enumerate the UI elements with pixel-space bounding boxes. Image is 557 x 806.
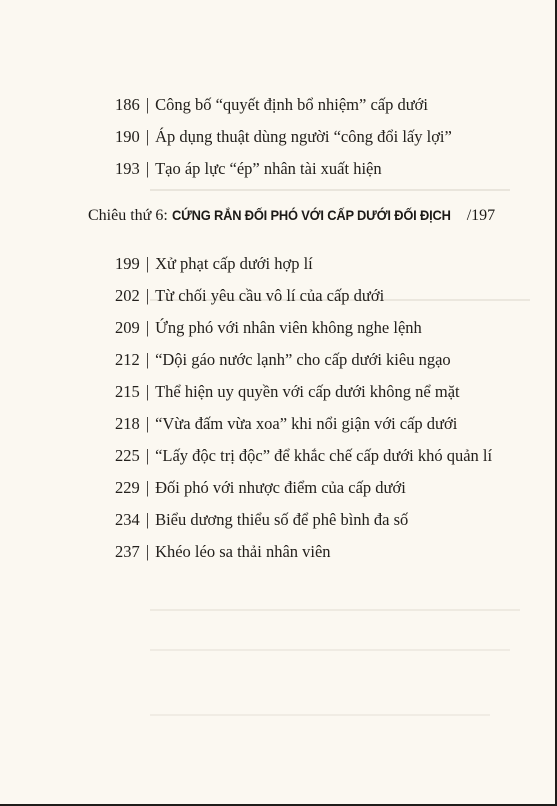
toc-separator: | — [145, 510, 150, 529]
toc-entry — [115, 127, 452, 147]
toc-page-number: 212 — [115, 350, 140, 369]
toc-entry — [115, 414, 457, 434]
toc-title: “Vừa đấm vừa xoa” khi nổi giận với cấp dưới — [155, 414, 458, 433]
toc-entry — [115, 350, 451, 370]
chapter-page-number: /197 — [466, 207, 496, 224]
toc-entry — [115, 510, 408, 530]
toc-entry — [115, 542, 331, 562]
toc-page-number: 237 — [115, 542, 140, 561]
toc-page-number: 209 — [115, 318, 140, 337]
toc-title: Áp dụng thuật dùng người “công đổi lấy lợi” — [155, 127, 452, 146]
toc-title: Khéo léo sa thải nhân viên — [155, 542, 331, 561]
toc-page-number: 190 — [115, 127, 140, 146]
toc-page-number: 234 — [115, 510, 140, 529]
toc-page-number: 229 — [115, 478, 140, 497]
toc-entry — [115, 478, 406, 498]
toc-title: Từ chối yêu cầu vô lí của cấp dưới — [155, 286, 385, 305]
toc-page-number: 225 — [115, 446, 140, 465]
toc-separator: | — [145, 414, 150, 433]
toc-entry — [115, 446, 492, 466]
toc-separator: | — [145, 318, 150, 337]
chapter-prefix: Chiêu thứ 6: — [88, 207, 168, 224]
toc-separator: | — [145, 542, 150, 561]
toc-separator: | — [145, 382, 150, 401]
toc-separator: | — [145, 95, 150, 114]
toc-title: “Lấy độc trị độc” để khắc chế cấp dưới khó quản lí — [155, 446, 493, 465]
toc-title: Đối phó với nhược điểm của cấp dưới — [155, 478, 406, 497]
toc-title: Biểu dương thiểu số để phê bình đa số — [155, 510, 409, 529]
toc-page-number: 202 — [115, 286, 140, 305]
toc-entry — [115, 95, 428, 115]
toc-entry — [115, 159, 382, 179]
toc-page-number: 199 — [115, 254, 140, 273]
toc-separator: | — [145, 127, 150, 146]
toc-title: “Dội gáo nước lạnh” cho cấp dưới kiêu ngạo — [155, 350, 451, 369]
chapter-title: CỨNG RẮN ĐỐI PHÓ VỚI CẤP DƯỚI ĐỐI ĐỊCH — [171, 207, 451, 223]
toc-entry — [115, 254, 313, 274]
toc-page-number: 215 — [115, 382, 140, 401]
toc-separator: | — [145, 446, 150, 465]
toc-page-number: 193 — [115, 159, 140, 178]
toc-separator: | — [145, 254, 150, 273]
toc-title: Thể hiện uy quyền với cấp dưới không nể mặt — [155, 382, 460, 401]
toc-title: Công bố “quyết định bổ nhiệm” cấp dưới — [155, 95, 428, 114]
toc-page-number: 218 — [115, 414, 140, 433]
toc-title: Ứng phó với nhân viên không nghe lệnh — [155, 318, 422, 337]
toc-page-number: 186 — [115, 95, 140, 114]
toc-separator: | — [145, 350, 150, 369]
toc-separator: | — [145, 159, 150, 178]
toc-entry — [115, 286, 384, 306]
toc-title: Xử phạt cấp dưới hợp lí — [155, 254, 313, 273]
chapter-heading — [88, 205, 495, 226]
toc-entry — [115, 318, 422, 338]
toc-separator: | — [145, 478, 150, 497]
toc-separator: | — [145, 286, 150, 305]
toc-entry — [115, 382, 460, 402]
toc-title: Tạo áp lực “ép” nhân tài xuất hiện — [155, 159, 382, 178]
